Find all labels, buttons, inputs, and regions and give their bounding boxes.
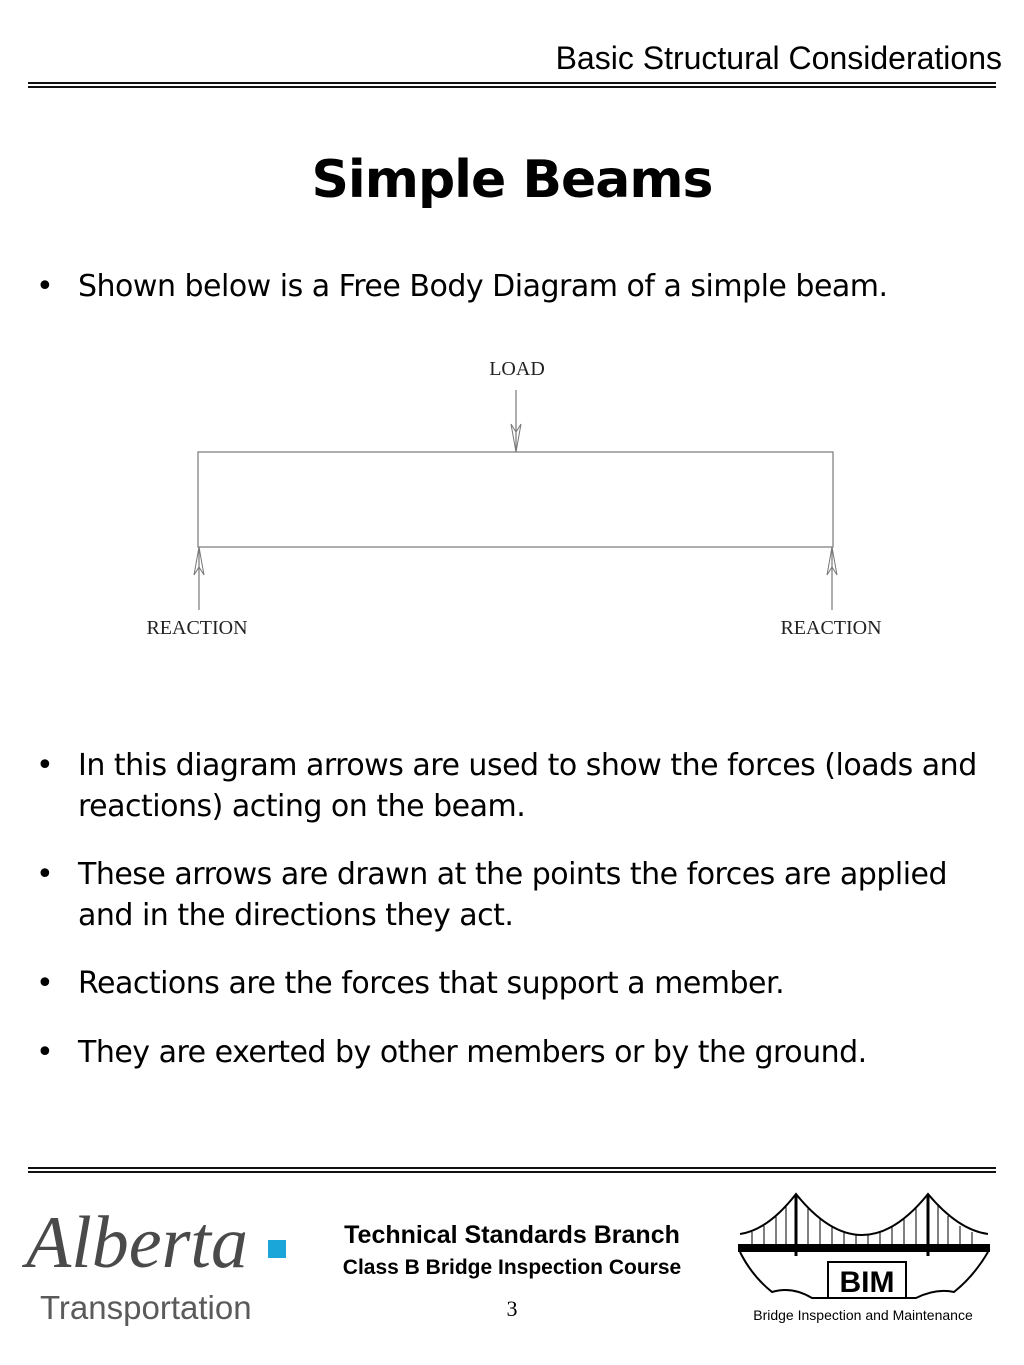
alberta-square-icon [268,1240,286,1258]
reaction-left-label: REACTION [146,617,248,639]
beam-rect [198,452,833,547]
transportation-wordmark: Transportation [40,1289,252,1326]
bullet-item [36,854,986,936]
section-title: Basic Structural Considerations [555,40,1002,76]
load-label: LOAD [489,358,545,380]
footer-branch: Technical Standards Branch [344,1221,680,1249]
bullet-item [36,745,986,827]
bim-caption: Bridge Inspection and Maintenance [753,1307,973,1323]
intro-bullet [36,266,986,307]
bullet-text: In this diagram arrows are used to show the forces (loads and reactions) acting on the beam. [78,748,977,824]
bullet-dot: • [36,857,54,892]
bullet-item [36,1032,986,1073]
bullet-dot: • [36,1035,54,1070]
bullet-text: These arrows are drawn at the points the forces are applied and in the directions they act. [78,857,948,933]
bullet-text: Shown below is a Free Body Diagram of a simple beam. [78,269,888,304]
bim-bridge-logo [732,1186,996,1306]
header-divider [28,82,996,88]
bullet-dot: • [36,966,54,1001]
bullet-dot: • [36,748,54,783]
bullet-item [36,963,986,1004]
bullet-text: Reactions are the forces that support a member. [78,966,785,1001]
reaction-right-label: REACTION [780,617,882,639]
bullet-dot: • [36,269,54,304]
footer-divider [28,1167,996,1173]
page-number: 3 [506,1296,518,1321]
free-body-diagram [0,340,1024,650]
page-title: Simple Beams [311,150,713,210]
footer-course: Class B Bridge Inspection Course [342,1256,682,1279]
bullet-text: They are exerted by other members or by the ground. [78,1035,867,1070]
alberta-wordmark: Alberta [26,1202,248,1284]
alberta-transportation-logo [20,1185,300,1335]
bim-text: BIM [839,1266,895,1299]
